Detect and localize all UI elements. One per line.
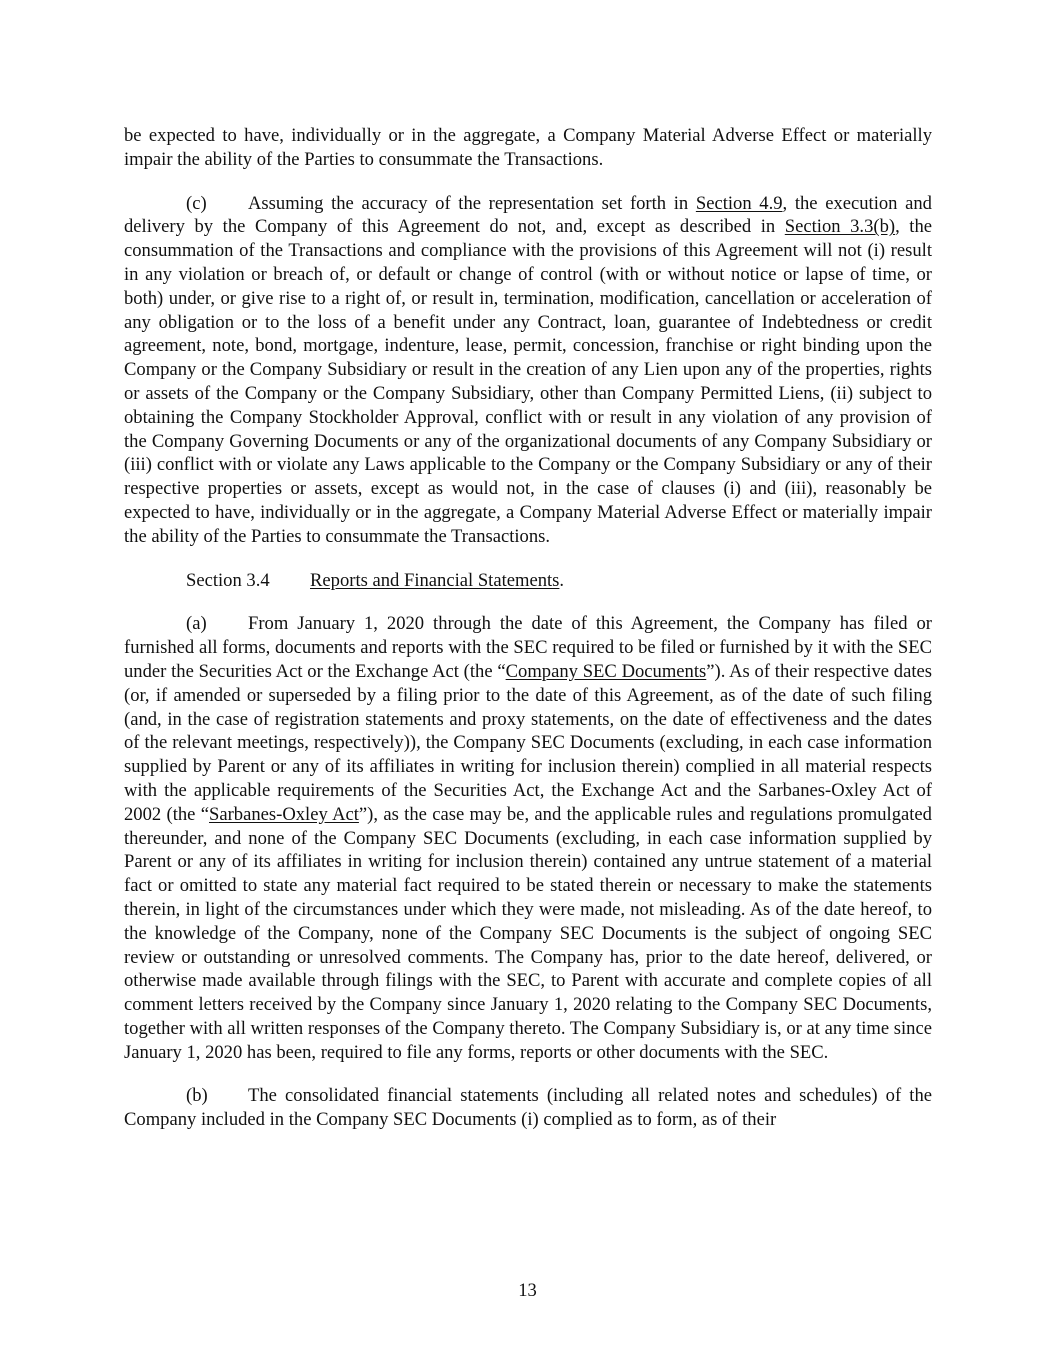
paragraph-c-label: (c)	[186, 192, 207, 214]
paragraph-a	[124, 612, 932, 1064]
paragraph-b-label: (b)	[186, 1085, 208, 1107]
paragraph-c-text-3: , the consummation of the Transactions and compliance with the provisions of this Agreement will not (i) result in any violation or breach of, or default or change of control (with or without notice or lapse of time, or both) under, or give rise to a right of, or result in, termination, modification, cancellation or acceleration of any obligation or to the loss of a benefit under any Contract, loan, guarantee of Indebtedness or credit agreement, note, bond, mortgage, indenture, lease, permit, concession, franchise or right binding upon the Company or the Company Subsidiary or result in the creation of any Lien upon any of the properties, rights or assets of the Company or the Company Subsidiary, other than Company Permitted Liens, (ii) subject to obtaining the Company Stockholder Approval, conflict with or result in any violation of any provision of the Company Governing Documents or any of the organizational documents of any Company Subsidiary or (iii) conflict with or violate any Laws applicable to the Company or the Company Subsidiary or any of their respective properties or assets, except as would not, in the case of clauses (i) and (iii), reasonably be expected to have, individually or in the aggregate, a Company Material Adverse Effect or materially impair the ability of the Parties to consummate the Transactions.	[124, 216, 933, 547]
paragraph-c-text-1: Assuming the accuracy of the representation set forth in	[248, 192, 696, 214]
section-number: Section 3.4	[186, 569, 270, 591]
paragraph-b-text: The consolidated financial statements (including all related notes and schedules) of the Company included in the Company SEC Documents (i) complied as to form, as of their	[124, 1085, 932, 1131]
paragraph-a-text-2: ”). As of their respective dates (or, if amended or superseded by a filing prior to the date of this Agreement, as of the date of such filing (and, in the case of registration statements and proxy statements, on the date of effectiveness and the dates of the relevant meetings, respectively)), the Company SEC Documents (excluding, in each case information supplied by Parent or any of its affiliates in writing for inclusion therein) complied in all material respects with the applicable requirements of the Securities Act, the Exchange Act and the Sarbanes-Oxley Act of 2002 (the “	[124, 660, 932, 825]
section-title: Reports and Financial Statements	[310, 569, 560, 591]
section-3-3b-reference: Section 3.3(b)	[784, 216, 896, 238]
company-sec-documents-definition: Company SEC Documents	[505, 660, 707, 682]
paragraph-a-text-1: From January 1, 2020 through the date of this Agreement, the Company has filed or furnished all forms, documents and reports with the SEC required to be filed or furnished by it with the SEC under the Securities Act or the Exchange Act (the “	[124, 613, 932, 682]
paragraph-a-text-3: ”), as the case may be, and the applicable rules and regulations promulgated thereunder, and none of the Company SEC Documents (excluding, in each case information supplied by Parent or any of its affiliates in writing for inclusion therein) contained any untrue statement of a material fact or omitted to state any material fact required to be stated therein or necessary to make the statements therein, in light of the circumstances under which they were made, not misleading. As of the date hereof, to the knowledge of the Company, none of the Company SEC Documents is the subject of ongoing SEC review or outstanding or unresolved comments. The Company has, prior to the date hereof, delivered, or otherwise made available through filings with the SEC, to Parent with accurate and complete copies of all comment letters received by the Company since January 1, 2020 relating to the Company SEC Documents, together with all written responses of the Company thereto. The Company Subsidiary is, or at any time since January 1, 2020 has been, required to file any forms, reports or other documents with the SEC.	[124, 803, 932, 1063]
section-4-9-reference: Section 4.9	[695, 192, 783, 214]
sarbanes-oxley-definition: Sarbanes-Oxley Act	[209, 803, 359, 825]
page-number: 13	[518, 1280, 537, 1301]
paragraph-c	[124, 192, 932, 549]
paragraph-a-label: (a)	[186, 613, 207, 635]
paragraph-intro: be expected to have, individually or in the aggregate, a Company Material Adverse Effect or materially impair the ability of the Parties to consummate the Transactions.	[124, 125, 932, 170]
paragraph-b	[124, 1084, 932, 1132]
paragraph-c-text-2: , the execution and delivery by the Company of this Agreement do not, and, except as described in	[124, 192, 932, 238]
section-heading	[124, 569, 932, 593]
section-title-suffix: .	[559, 569, 565, 591]
document-page	[124, 124, 932, 1152]
